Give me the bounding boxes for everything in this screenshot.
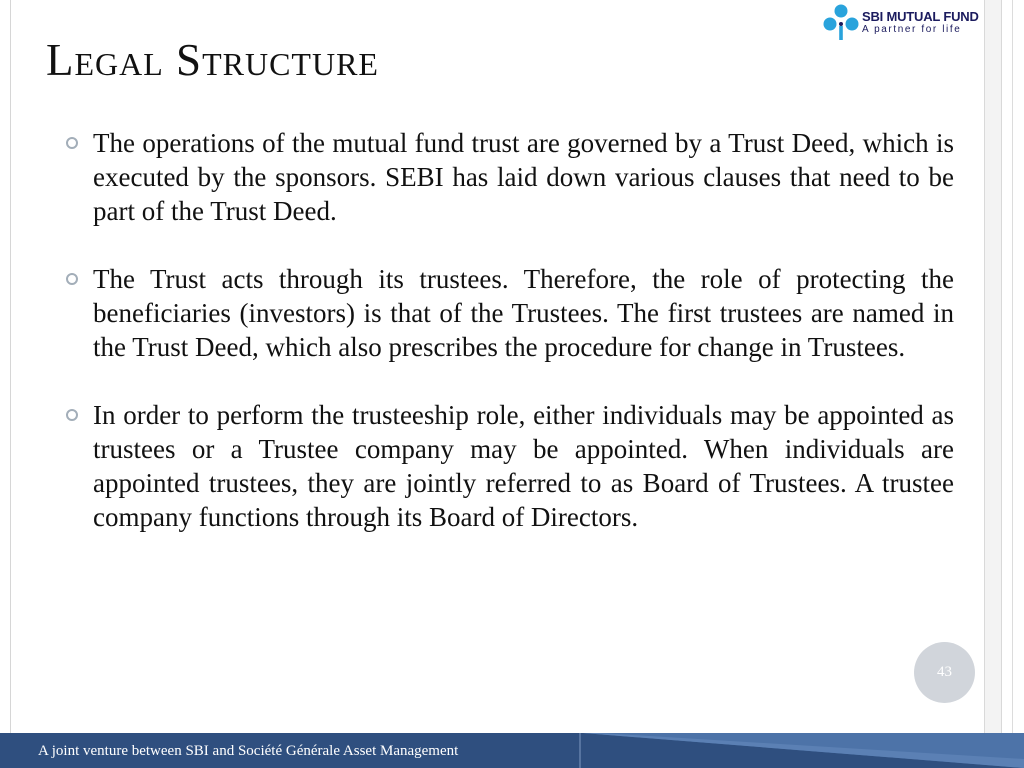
bullet-item: [66, 398, 954, 534]
bullet-text: The operations of the mutual fund trust are governed by a Trust Deed, which is executed by the sponsors. SEBI has laid down various clauses that need to be part of the Trust Deed.: [93, 128, 954, 226]
slide-title: Legal Structure: [46, 35, 379, 85]
ring-bullet-icon: [66, 273, 78, 285]
page-number: 43: [914, 642, 975, 703]
bullet-item: [66, 126, 954, 228]
ring-bullet-icon: [66, 409, 78, 421]
footer-text: A joint venture between SBI and Société Générale Asset Management: [38, 743, 459, 759]
ring-bullet-icon: [66, 137, 78, 149]
sbi-mutual-fund-logo: [818, 2, 984, 48]
left-frame-line: [10, 0, 11, 734]
logo-tagline: A partner for life: [862, 24, 962, 35]
right-frame-band: [984, 0, 1002, 768]
bullet-item: [66, 262, 954, 364]
bullet-text: The Trust acts through its trustees. Therefore, the role of protecting the beneficiaries (investors) is that of the Trustees. The first trustees are named in the Trust Deed, which also prescribes the procedure for change in Trustees.: [93, 264, 954, 362]
bullet-text: In order to perform the trusteeship role, either individuals may be appointed as trustees or a Trustee company may be appointed. When individuals are appointed trustees, they are jointly referred to as Board of Trustees. A trustee company functions through its Board of Directors.: [93, 400, 954, 532]
right-frame-line: [1012, 0, 1013, 768]
sbi-logo-icon: [821, 2, 861, 46]
bullet-list: [66, 126, 954, 568]
logo-name: SBI MUTUAL FUND: [862, 9, 979, 24]
